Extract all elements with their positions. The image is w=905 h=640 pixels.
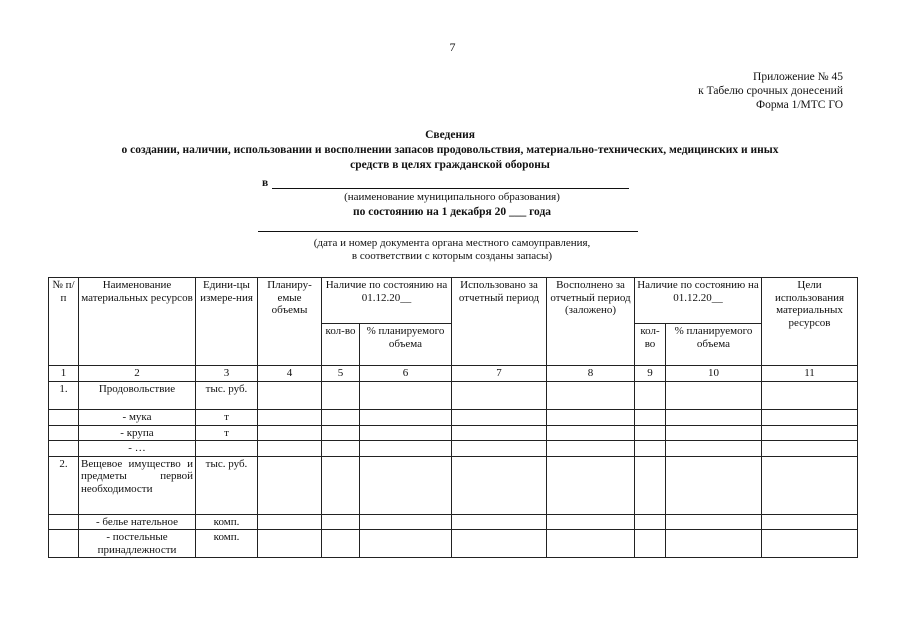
row-unit: тыс. руб. bbox=[196, 382, 258, 410]
column-number: 9 bbox=[635, 366, 666, 382]
header-unit: Едини-цы измере-ния bbox=[196, 278, 258, 366]
cell bbox=[666, 441, 762, 457]
row-name: - мука bbox=[79, 410, 196, 426]
report-table bbox=[48, 277, 858, 558]
header-qty-end: кол-во bbox=[635, 324, 666, 366]
header-avail-start: Наличие по состоянию на 01.12.20__ bbox=[322, 278, 452, 324]
cell bbox=[322, 530, 360, 558]
table-row bbox=[49, 441, 858, 457]
municipality-caption: (наименование муниципального образования) bbox=[344, 191, 560, 203]
document-caption-line-1: (дата и номер документа органа местного самоуправления, bbox=[313, 237, 591, 249]
header-name: Наименование материальных ресурсов bbox=[79, 278, 196, 366]
cell bbox=[360, 382, 452, 410]
cell bbox=[666, 410, 762, 426]
column-number: 8 bbox=[547, 366, 635, 382]
row-unit: комп. bbox=[196, 514, 258, 530]
header-used: Использовано за отчетный период bbox=[452, 278, 547, 366]
cell bbox=[258, 530, 322, 558]
cell bbox=[547, 456, 635, 514]
cell bbox=[635, 514, 666, 530]
title-line-1: Сведения bbox=[425, 129, 475, 141]
row-name: - постельные принадлежности bbox=[79, 530, 196, 558]
cell bbox=[360, 514, 452, 530]
header-restored: Восполнено за отчетный период (заложено) bbox=[547, 278, 635, 366]
cell bbox=[360, 441, 452, 457]
cell bbox=[258, 441, 322, 457]
column-number: 6 bbox=[360, 366, 452, 382]
column-number: 3 bbox=[196, 366, 258, 382]
cell bbox=[547, 425, 635, 441]
table-row bbox=[49, 456, 858, 514]
header-avail-end: Наличие по состоянию на 01.12.20__ bbox=[635, 278, 762, 324]
cell bbox=[258, 382, 322, 410]
cell bbox=[762, 410, 858, 426]
cell bbox=[666, 514, 762, 530]
appendix-block bbox=[698, 70, 843, 112]
column-number: 11 bbox=[762, 366, 858, 382]
cell bbox=[452, 425, 547, 441]
cell bbox=[322, 410, 360, 426]
row-name: - белье нательное bbox=[79, 514, 196, 530]
cell bbox=[762, 425, 858, 441]
row-name-text: Вещевое имущество и предметы первой необходимости bbox=[81, 457, 193, 495]
cell bbox=[360, 425, 452, 441]
cell bbox=[452, 410, 547, 426]
row-num bbox=[49, 410, 79, 426]
cell bbox=[762, 514, 858, 530]
document-caption bbox=[262, 237, 642, 263]
column-numbers-row bbox=[49, 366, 858, 382]
column-number: 5 bbox=[322, 366, 360, 382]
cell bbox=[635, 456, 666, 514]
document-blank-line bbox=[258, 231, 638, 232]
cell bbox=[547, 441, 635, 457]
cell bbox=[452, 441, 547, 457]
header-goals: Цели использования материальных ресурсов bbox=[762, 278, 858, 366]
row-unit: тыс. руб. bbox=[196, 456, 258, 514]
page-number: 7 bbox=[449, 40, 456, 54]
cell bbox=[322, 441, 360, 457]
table-row bbox=[49, 425, 858, 441]
table-row bbox=[49, 514, 858, 530]
row-num bbox=[49, 514, 79, 530]
cell bbox=[762, 456, 858, 514]
column-number: 4 bbox=[258, 366, 322, 382]
cell bbox=[452, 456, 547, 514]
cell bbox=[258, 425, 322, 441]
title-line-2: о создании, наличии, использовании и восполнении запасов продовольствия, материально-технических, медицинских и иных bbox=[121, 144, 779, 156]
cell bbox=[762, 530, 858, 558]
row-num: 1. bbox=[49, 382, 79, 410]
cell bbox=[452, 530, 547, 558]
row-unit: комп. bbox=[196, 530, 258, 558]
cell bbox=[666, 425, 762, 441]
row-unit bbox=[196, 441, 258, 457]
appendix-line-1: Приложение № 45 bbox=[753, 71, 843, 83]
as-of-date: по состоянию на 1 декабря 20 ___ года bbox=[352, 206, 552, 218]
cell bbox=[360, 530, 452, 558]
cell bbox=[635, 382, 666, 410]
column-number: 7 bbox=[452, 366, 547, 382]
column-number: 1 bbox=[49, 366, 79, 382]
row-unit: т bbox=[196, 410, 258, 426]
header-pct-end: % планируемого объема bbox=[666, 324, 762, 366]
municipality-line bbox=[262, 177, 629, 189]
table-row bbox=[49, 410, 858, 426]
row-name: Продовольствие bbox=[79, 382, 196, 410]
row-name bbox=[79, 456, 196, 514]
row-num bbox=[49, 530, 79, 558]
cell bbox=[258, 456, 322, 514]
cell bbox=[322, 456, 360, 514]
cell bbox=[762, 382, 858, 410]
cell bbox=[258, 514, 322, 530]
cell bbox=[762, 441, 858, 457]
in-label: в bbox=[262, 177, 269, 189]
row-num bbox=[49, 425, 79, 441]
cell bbox=[258, 410, 322, 426]
cell bbox=[360, 456, 452, 514]
cell bbox=[322, 425, 360, 441]
cell bbox=[452, 382, 547, 410]
cell bbox=[666, 382, 762, 410]
table-row bbox=[49, 530, 858, 558]
cell bbox=[666, 530, 762, 558]
row-unit: т bbox=[196, 425, 258, 441]
municipality-blank bbox=[272, 178, 629, 189]
row-name: - крупа bbox=[79, 425, 196, 441]
document-title bbox=[60, 128, 840, 173]
header-pct: % планируемого объема bbox=[360, 324, 452, 366]
row-num bbox=[49, 441, 79, 457]
cell bbox=[322, 382, 360, 410]
row-name: - … bbox=[79, 441, 196, 457]
header-num: № п/п bbox=[49, 278, 79, 366]
cell bbox=[635, 530, 666, 558]
cell bbox=[547, 530, 635, 558]
cell bbox=[452, 514, 547, 530]
column-number: 10 bbox=[666, 366, 762, 382]
table-row bbox=[49, 382, 858, 410]
document-caption-line-2: в соответствии с которым созданы запасы) bbox=[351, 250, 553, 262]
cell bbox=[547, 410, 635, 426]
appendix-line-2: к Табелю срочных донесений bbox=[698, 85, 843, 97]
cell bbox=[547, 382, 635, 410]
cell bbox=[635, 410, 666, 426]
cell bbox=[635, 441, 666, 457]
cell bbox=[635, 425, 666, 441]
title-line-3: средств в целях гражданской обороны bbox=[350, 159, 550, 171]
appendix-line-3: Форма 1/МТС ГО bbox=[756, 99, 843, 111]
cell bbox=[322, 514, 360, 530]
column-number: 2 bbox=[79, 366, 196, 382]
cell bbox=[547, 514, 635, 530]
header-qty: кол-во bbox=[322, 324, 360, 366]
cell bbox=[666, 456, 762, 514]
header-planned: Планиру-емые объемы bbox=[258, 278, 322, 366]
row-num: 2. bbox=[49, 456, 79, 514]
cell bbox=[360, 410, 452, 426]
